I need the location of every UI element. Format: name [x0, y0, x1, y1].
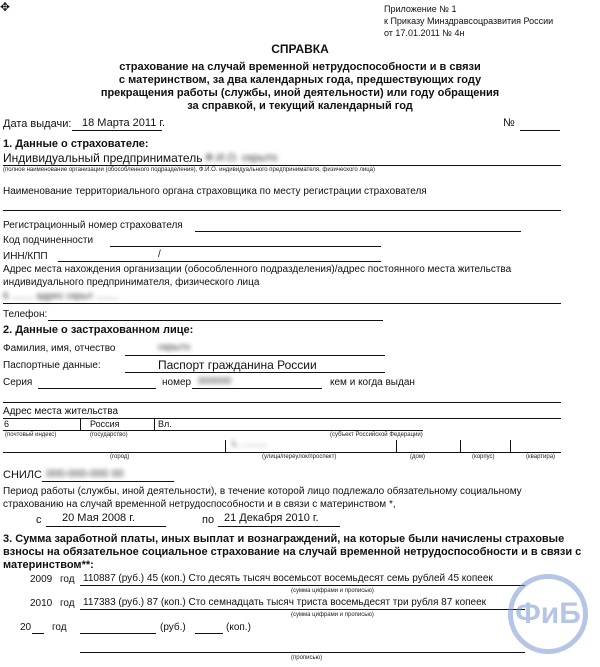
- hint-building: (корпус): [472, 454, 495, 460]
- residence-address-underline: [3, 418, 561, 419]
- passport-label: Паспортные данные:: [3, 360, 101, 371]
- address-row-2-line: [3, 452, 561, 453]
- subordination-code-label: Код подчиненности: [3, 235, 94, 246]
- period-to-label: по: [202, 514, 215, 526]
- period-from-value: 20 Мая 2008 г.: [62, 512, 135, 524]
- snils-label: СНИЛС: [3, 469, 42, 481]
- phone-label: Телефон:: [3, 309, 48, 320]
- earnings-blank-hint: (прописью): [291, 655, 323, 661]
- fio-value-redacted: скрыто: [158, 342, 191, 353]
- section2-heading: 2. Данные о застрахованном лице:: [3, 324, 194, 336]
- earnings-row-2010-hint: (сумма цифрами и прописью): [291, 612, 374, 618]
- snils-value-redacted: 000-000-000 00: [46, 468, 124, 480]
- passport-underline: [125, 372, 385, 373]
- earnings-blank-kop-label: (коп.): [226, 622, 251, 633]
- issue-date-label: Дата выдачи:: [3, 118, 72, 130]
- earnings-row-2009-underline: [80, 585, 525, 586]
- earnings-blank-kop-underline: [195, 633, 223, 634]
- fio-label: Фамилия, имя, отчество: [3, 343, 116, 354]
- period-text-line-1: Период работы (службы, иной деятельности), в течение которой лицо подлежало обязательному социальному: [3, 486, 522, 497]
- hint-country: (государство): [90, 432, 128, 438]
- earnings-blank-rub-underline: [80, 633, 156, 634]
- address-underline: [3, 303, 561, 304]
- period-from-label: с: [36, 514, 42, 526]
- phone-underline: [48, 320, 383, 321]
- passport-issued-label: кем и когда выдан: [330, 377, 415, 388]
- section3-heading-3: материнством**:: [3, 559, 94, 571]
- earnings-row-2010-underline: [80, 609, 525, 610]
- issue-date-underline: [72, 130, 162, 131]
- issue-number-label: №: [503, 117, 515, 129]
- address-label-line-1: Адрес места нахождения организации (обособленного подразделения)/адрес постоянного места жительства: [3, 264, 512, 275]
- address-divider-6: [510, 440, 511, 452]
- address-divider-3: [225, 440, 226, 452]
- fio-underline: [125, 355, 385, 356]
- earnings-blank-rub-label: (руб.): [160, 622, 186, 633]
- address-divider-1: [80, 418, 81, 430]
- earnings-row-2009-hint: (сумма цифрами и прописью): [291, 588, 374, 594]
- inn-kpp-underline: [58, 261, 381, 262]
- earnings-row-2010-text: 117383 (руб.) 87 (коп.) Сто семнадцать тысяч триста восемьдесят три рубля 87 копеек: [83, 597, 487, 608]
- watermark-logo-text: ФиБ: [515, 597, 581, 630]
- insurer-name: Индивидуальный предприниматель: [3, 151, 203, 165]
- earnings-blank-year: 20: [20, 622, 32, 633]
- hint-apartment: (квартира): [526, 454, 556, 460]
- address-divider-2: [154, 418, 155, 430]
- earnings-row-2010-year-label: год: [60, 598, 75, 609]
- hint-postcode: (почтовый индекс): [5, 432, 57, 438]
- period-to-value: 21 Декабря 2010 г.: [224, 512, 319, 524]
- hint-street: (улица/переулок/проспект): [262, 454, 337, 460]
- watermark-logo: [508, 574, 588, 654]
- snils-underline: [42, 481, 174, 482]
- passport-value: Паспорт гражданина России: [158, 358, 317, 372]
- document-subtitle-4: за справкой, и текущий календарный год: [187, 100, 413, 112]
- passport-series-underline: [38, 388, 156, 389]
- earnings-row-2009-year: 2009: [30, 574, 53, 585]
- residence-street-redacted: L. ..........: [232, 438, 268, 448]
- move-cursor-icon: ✥: [0, 0, 11, 14]
- earnings-blank-underline-2: [80, 652, 525, 653]
- document-title: СПРАВКА: [271, 42, 329, 56]
- issue-date-value: 18 Марта 2011 г.: [82, 117, 166, 129]
- period-to-underline: [218, 526, 340, 527]
- inn-kpp-label: ИНН/КПП: [3, 251, 48, 262]
- period-from-underline: [46, 526, 166, 527]
- appendix-line-1: Приложение № 1: [384, 4, 457, 14]
- reg-number-label: Регистрационный номер страхователя: [3, 220, 183, 231]
- earnings-row-2009-year-label: год: [60, 574, 75, 585]
- section3-heading-1: 3. Сумма заработной платы, иных выплат и вознаграждений, на которые были начислены страховые: [3, 533, 565, 545]
- passport-series-label: Серия: [3, 377, 33, 388]
- inn-kpp-value: /: [158, 249, 161, 260]
- passport-number-label: номер: [162, 377, 192, 388]
- document-subtitle-2: с материнством, за два календарных года, предшествующих году: [118, 74, 482, 86]
- residence-address-label: Адрес места жительства: [3, 406, 119, 417]
- appendix-line-3: от 17.01.2011 № 4н: [384, 28, 465, 38]
- territorial-body-underline: [3, 210, 561, 211]
- hint-subject: (субъект Российской Федерации): [330, 432, 423, 438]
- hint-house: (дом): [410, 454, 425, 460]
- earnings-row-2010-year: 2010: [30, 598, 53, 609]
- residence-country: Россия: [90, 419, 120, 429]
- period-text-line-2: страхованию на случай временной нетрудоспособности и в связи с материнством *,: [3, 499, 396, 510]
- insurer-name-underline: [3, 165, 561, 166]
- earnings-blank-year-label: год: [52, 622, 67, 633]
- address-value-redacted: 6 ........ адрес скрыт ........: [3, 291, 119, 302]
- section1-heading: 1. Данные о страхователе:: [3, 138, 149, 150]
- address-row-1-line: [3, 430, 423, 431]
- document-subtitle-1: страхование на случай временной нетрудоспособности и в связи: [119, 61, 481, 73]
- address-divider-5: [460, 440, 461, 452]
- residence-postcode: 6: [4, 419, 10, 429]
- territorial-body-label: Наименование территориального органа страховщика по месту регистрации страхователя: [3, 186, 427, 197]
- reg-number-underline: [195, 231, 521, 232]
- earnings-row-2009-text: 110887 (руб.) 45 (коп.) Сто десять тысяч восемьсот восемьдесят семь рублей 45 копеек: [83, 573, 493, 584]
- passport-issued-underline-1: [3, 402, 561, 403]
- subordination-code-underline: [110, 246, 381, 247]
- insurer-name-hint: (полное наименование организации (обособленного подразделения), Ф.И.О. индивидуального предпринимателя, физического лица): [3, 167, 375, 173]
- earnings-blank-year-underline: [32, 633, 44, 634]
- insurer-name-redacted: Ф.И.О. скрыто: [205, 152, 278, 164]
- hint-city: (город): [110, 454, 130, 460]
- passport-number-underline: [192, 388, 322, 389]
- residence-region: Вл.: [158, 419, 172, 429]
- passport-number-redacted: 000000: [198, 376, 232, 387]
- issue-number-underline: [520, 130, 560, 131]
- section3-heading-2: взносы на обязательное социальное страхование на случай временной нетрудоспособности и в связи с: [3, 546, 582, 558]
- address-divider-4: [396, 440, 397, 452]
- address-label-line-2: индивидуального предпринимателя, физического лица: [3, 277, 260, 288]
- appendix-line-2: к Приказу Минздравсоцразвития России: [384, 16, 554, 26]
- document-subtitle-3: прекращения работы (службы, иной деятельности) или году обращения: [100, 87, 500, 99]
